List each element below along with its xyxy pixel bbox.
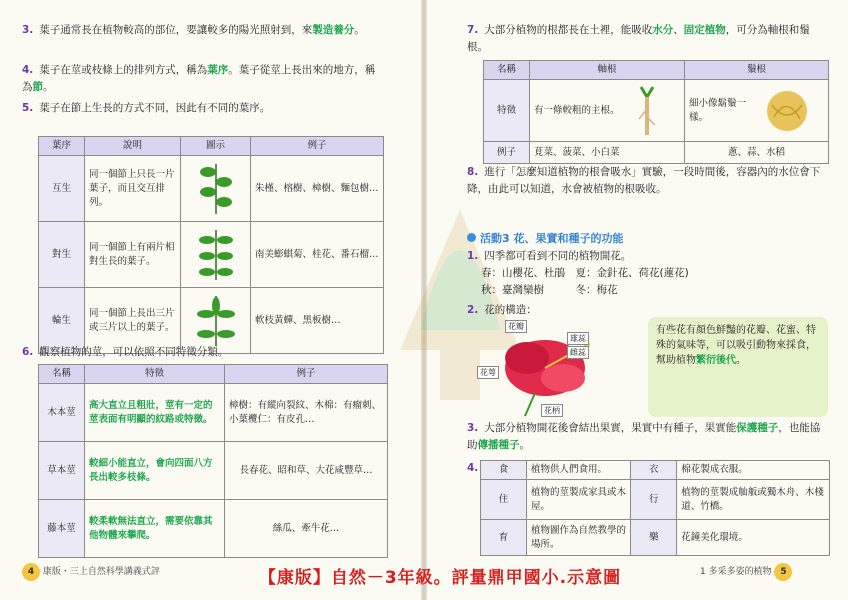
- flower-structure-diagram: [475, 318, 640, 418]
- root-type-table: [483, 60, 829, 164]
- leaf-arrangement-table: [38, 136, 384, 354]
- note-item-8: 8. 進行「怎麼知道植物的根會吸水」實驗，一段時間後，容器內的水位會下降，由此可以知道，水會被植物的根吸收。: [467, 166, 821, 195]
- fibrous-root-photo: [762, 85, 812, 137]
- table-header: 鬚根: [684, 61, 828, 80]
- plant-uses-table: [480, 460, 830, 556]
- table-row: 育 植物圖作為自然教學的場所。 樂 花鐘美化環境。: [481, 520, 830, 556]
- table-row: 住 植物的莖製成家具或木屋。 行 植物的莖製成舢舨或獨木舟、木棧道、竹橋。: [481, 480, 830, 520]
- table-row: 例子 莧菜、菠菜、小白菜 蔥、蒜、水稻: [484, 142, 829, 164]
- footer-text: 康版・三上自然科學講義式評: [42, 567, 160, 577]
- table-header: 特徵: [85, 365, 225, 384]
- table-header: 葉序: [39, 137, 85, 156]
- footer-text: 1 多采多姿的植物: [700, 567, 772, 577]
- page-number: 4: [22, 563, 40, 581]
- stamen-label: 雄蕊: [567, 332, 589, 345]
- note-r2: 2. 花的構造：: [467, 304, 537, 316]
- table-row: 輪生 同一個節上長出三片或三片以上的葉子。 軟枝黃蟬、黑板樹…: [39, 288, 384, 354]
- table-row: 特徵 有一條較粗的主根。 細小像鬍鬚一樣。: [484, 80, 829, 142]
- alternate-leaf-illustration: [196, 162, 236, 216]
- note-r1: 1. 四季都可看到不同的植物開花。 春：山櫻花、杜鵑 夏：金針花、荷花(蓮花) 秋：臺灣欒樹 冬：梅花: [467, 250, 689, 296]
- table-row: 對生 同一個節上有兩片相對生長的葉子。 南美蟛蜞菊、桂花、番石榴…: [39, 222, 384, 288]
- flower-function-callout: 有些花有顏色鮮豔的花瓣、花蜜、特殊的氣味等，可以吸引動物來採食，幫助植物繁衍後代。: [648, 317, 828, 417]
- table-row: 藤本莖 較柔軟無法直立，需要依靠其他物體來攀爬。 絲瓜、牽牛花…: [39, 500, 388, 558]
- note-item-6: 6. 觀察植物的莖，可以依照不同特徵分類。: [22, 346, 229, 358]
- left-footer: [22, 563, 160, 591]
- petal-label: 花瓣: [505, 320, 527, 333]
- note-item-7: 7. 大部分植物的根都長在土裡，能吸收水分、固定植物，可分為軸根和鬚根。: [467, 24, 810, 53]
- table-header: 例子: [251, 137, 384, 156]
- stem-type-table: [38, 364, 388, 558]
- pistil-label: 雌蕊: [567, 346, 589, 359]
- right-footer: [700, 563, 792, 591]
- taproot-photo: [627, 85, 667, 137]
- table-header: 名稱: [484, 61, 530, 80]
- title-banner: 【康版】自然－3年級。評量鼎甲國小.示意圖: [258, 568, 622, 588]
- note-r3: 3. 大部分植物開花後會結出果實，果實中有種子，果實能保護種子，也能協助傳播種子。: [467, 422, 821, 451]
- note-r4: 4.: [467, 462, 479, 474]
- sepal-label: 花萼: [477, 366, 499, 379]
- note-item-5: 5. 葉子在節上生長的方式不同，因此有不同的葉序。: [22, 102, 271, 114]
- note-item-4: 4. 葉子在莖或枝條上的排列方式，稱為葉序。葉子從莖上長出來的地方，稱為節。: [22, 64, 376, 93]
- page-number: 5: [774, 563, 792, 581]
- table-row: 草本莖 較細小能直立，會向四面八方長出較多枝條。 長春花、昭和草、大花咸豐草…: [39, 442, 388, 500]
- table-header: 軸根: [530, 61, 685, 80]
- note-item-3: 3. 葉子通常長在植物較高的部位，要讓較多的陽光照射到，來製造養分。: [22, 24, 365, 36]
- bullet-circle-icon: [467, 233, 476, 242]
- stalk-label: 花柄: [541, 404, 563, 417]
- hibiscus-flower-illustration: [475, 318, 640, 418]
- table-header: 說明: [85, 137, 181, 156]
- table-row: 互生 同一個節上只長一片葉子，而且交互排列。 朱槿、榕樹、樟樹、麵包樹…: [39, 156, 384, 222]
- whorled-leaf-illustration: [196, 294, 236, 348]
- table-row: 木本莖 高大直立且粗壯，莖有一定的莖表面有明顯的紋路或特徵。 樟樹：有縱向裂紋、木棉：有瘤刺、小葉欖仁：有皮孔…: [39, 384, 388, 442]
- activity-heading: 活動3 花、果實和種子的功能: [467, 230, 623, 246]
- table-row: 食 植物供人們食用。 衣 棉花製成衣服。: [481, 461, 830, 480]
- table-header: 例子: [225, 365, 388, 384]
- opposite-leaf-illustration: [196, 228, 236, 282]
- table-header: 圖示: [181, 137, 251, 156]
- table-header: 名稱: [39, 365, 85, 384]
